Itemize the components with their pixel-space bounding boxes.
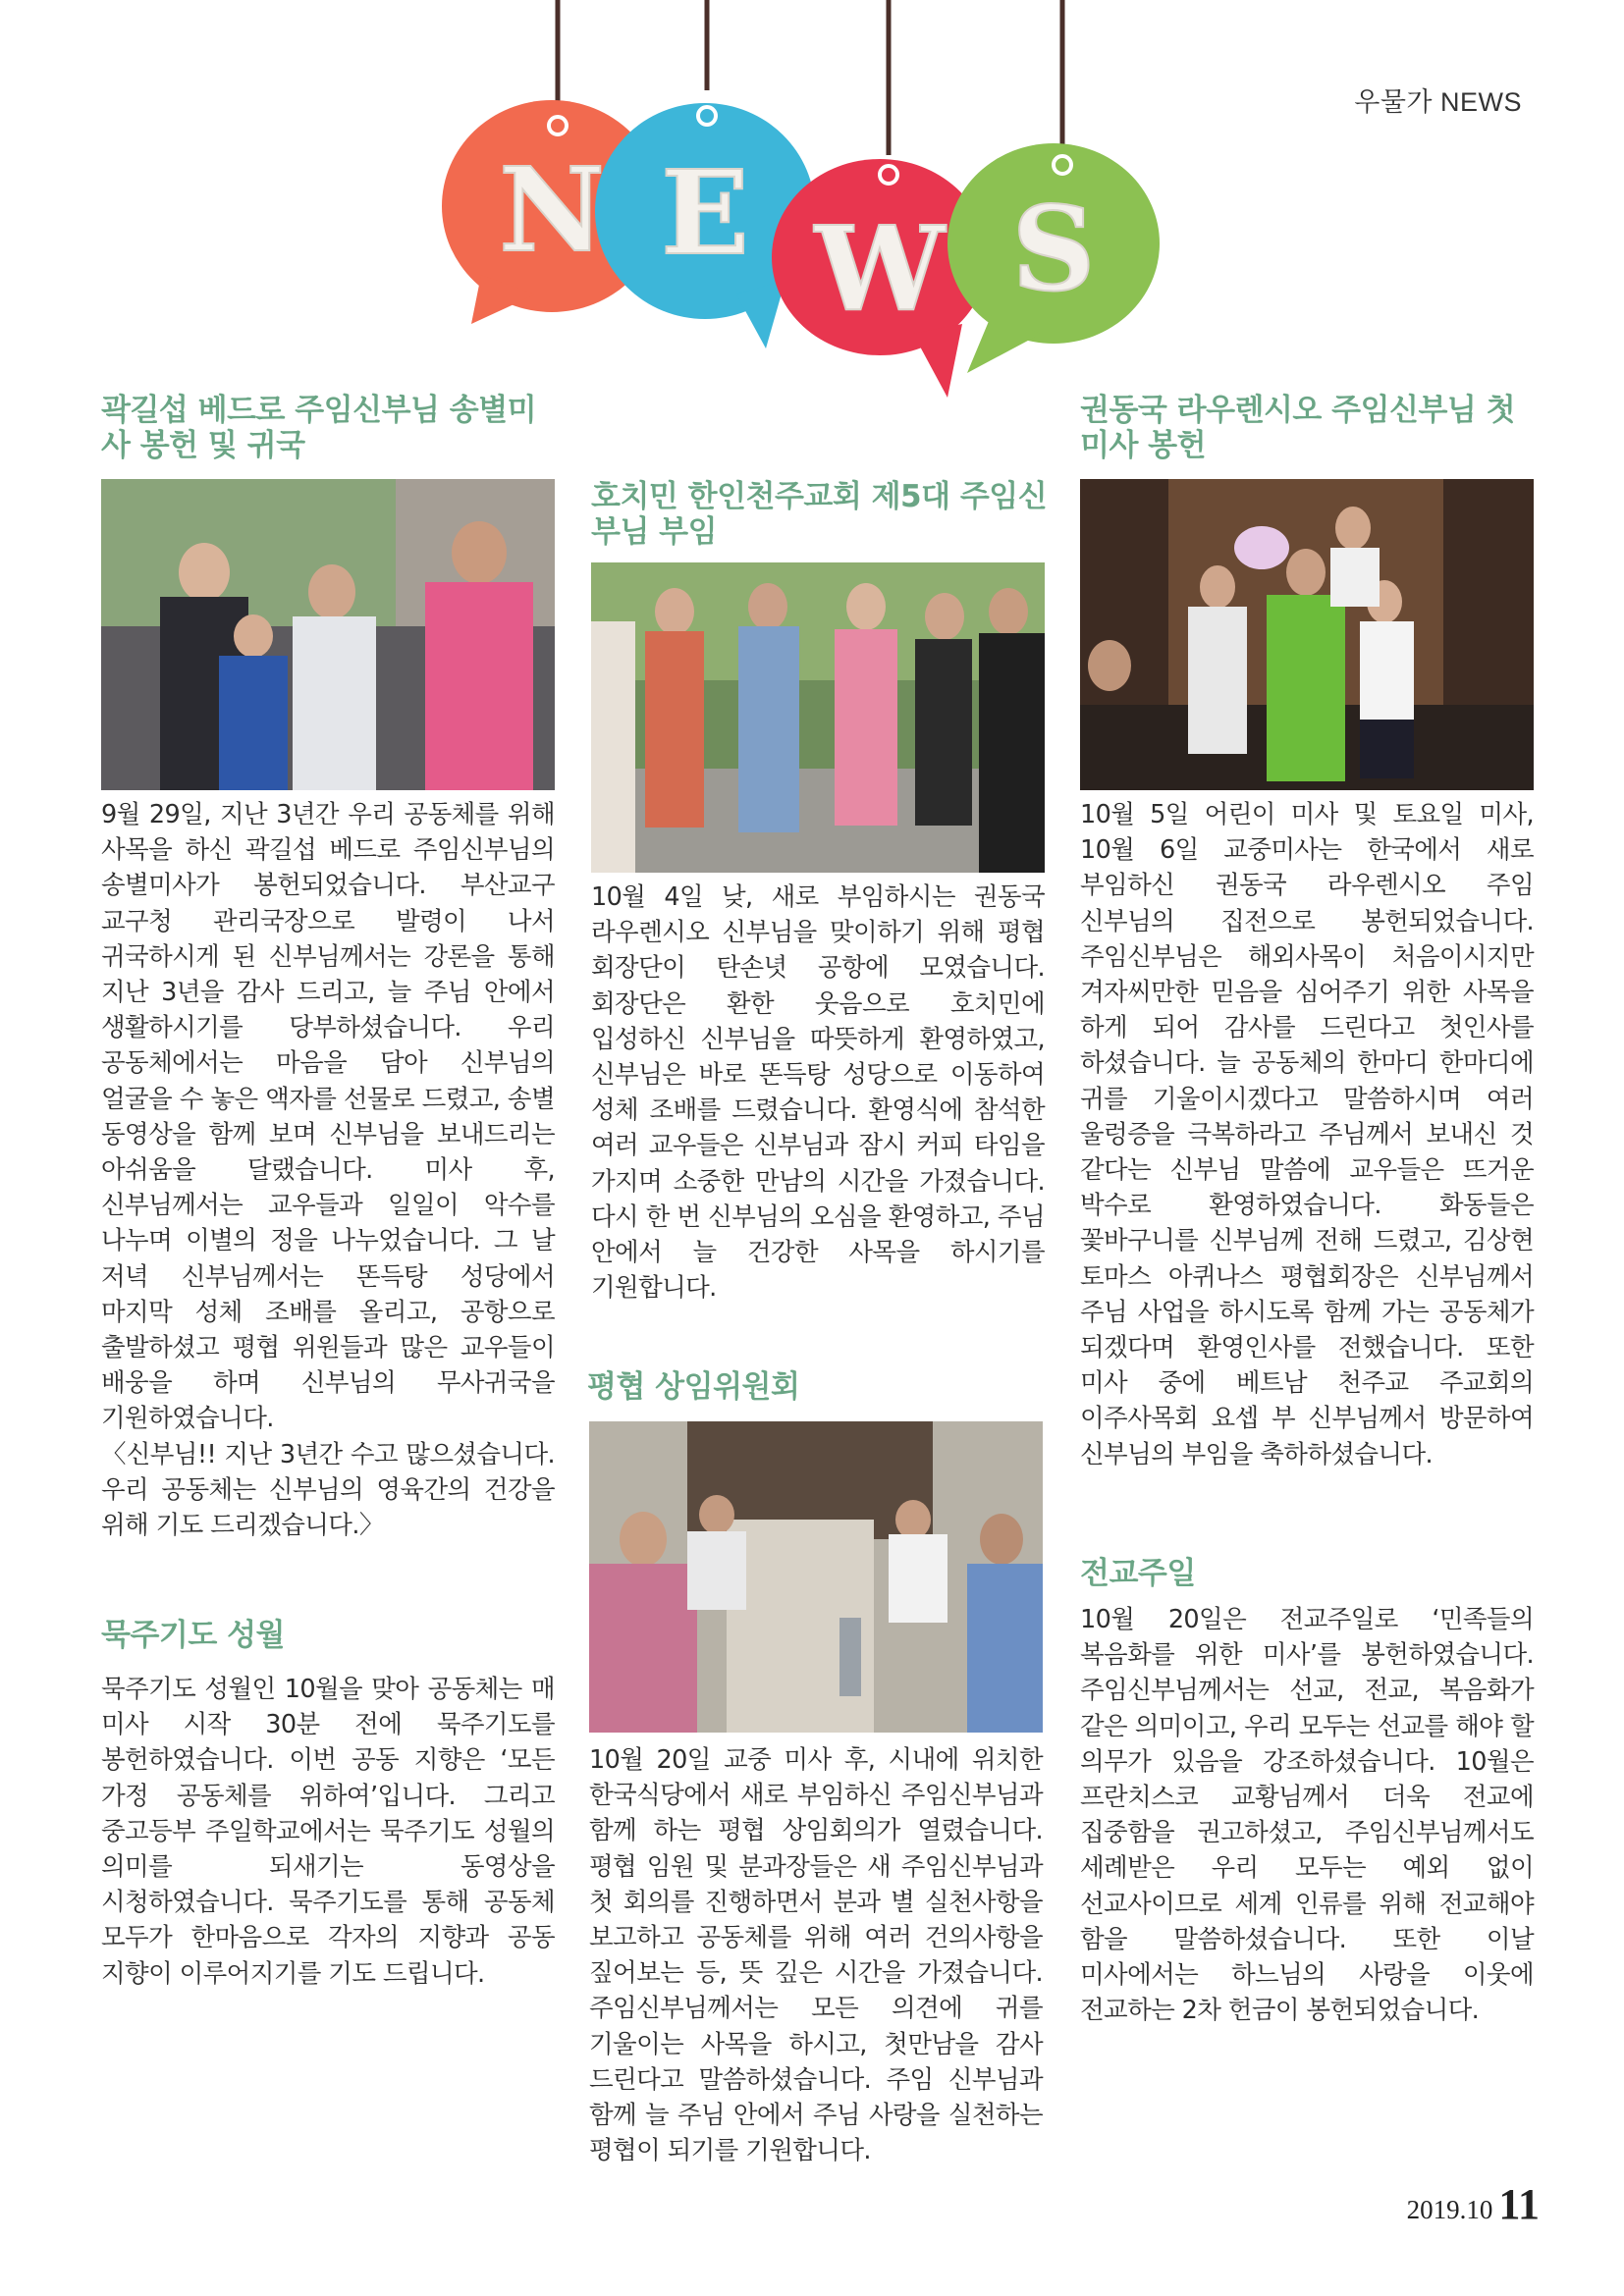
logo-letter-e: E <box>661 144 749 281</box>
page-footer <box>1407 2179 1540 2229</box>
article-title-new-pastor: 호치민 한인천주교회 제5대 주임신부님 부임 <box>591 479 1048 550</box>
article-title-council-meeting: 평협 상임위원회 <box>587 1369 800 1405</box>
news-logo <box>442 0 1188 402</box>
article-title-rosary-month: 묵주기도 성월 <box>101 1618 285 1653</box>
article-closing-farewell-mass: 〈신부님!! 지난 3년간 수고 많으셨습니다. 우리 공동체는 신부님의 영육간의 건강을 위해 기도 드리겠습니다.〉 <box>101 1439 555 1541</box>
article-body-farewell-mass-text: 9월 29일, 지난 3년간 우리 공동체를 위해 사목을 하신 곽길섭 베드로 주임신부님의 송별미사가 봉헌되었습니다. 부산교구 교구청 관리국장으로 발령이 나서 귀국하시게 된 신부님께서는 강론을 통해 지난 3년을 감사 드리고, 늘 주님 안에서 생활하시기를 당부하셨습니다. 우리 공동체에서는 마음을 담아 신부님의 얼굴을 수 놓은 액자를 선물로 드렸고, 송별 동영상을 함께 보며 신부님을 보내드리는 아쉬움을 달랬습니다. 미사 후, 신부님께서는 교우들과 일일이 악수를 나누며 이별의 정을 나누었습니다. 그 날 저녁 신부님께서는 똔득탕 성당에서 마지막 성체 조배를 올리고, 공항으로 출발하셨고 평협 위원들과 많은 교우들이 배웅을 하며 신부님의 무사귀국을 기원하였습니다. <box>101 800 555 1434</box>
article-title-farewell-mass: 곽길섭 베드로 주임신부님 송별미사 봉헌 및 귀국 <box>101 393 537 463</box>
section-label: 우물가 NEWS <box>1354 87 1522 117</box>
article-body-first-mass: 10월 5일 어린이 미사 및 토요일 미사, 10월 6일 교중미사는 한국에서 새로 부임하신 권동국 라우렌시오 주임 신부님의 집전으로 봉헌되었습니다. 주임신부님은 해외사목이 처음이시지만 겨자씨만한 믿음을 심어주기 위한 사목을 하게 되어 감사를 드린다고 첫인사를 하셨습니다. 늘 공동체의 한마디 한마디에 귀를 기울이시겠다고 말씀하시며 여러 울렁증을 극복하라고 주님께서 보내신 것 같다는 신부님 말씀에 교우들은 뜨거운 박수로 환영하였습니다. 화동들은 꽃바구니를 신부님께 전해 드렸고, 김상현 토마스 아퀴나스 평협회장은 신부님께서 주님 사업을 하시도록 함께 가는 공동체가 되겠다며 환영인사를 전했습니다. 또한 미사 중에 베트남 천주교 주교회의 이주사목회 요셉 부 신부님께서 방문하여 신부님의 부임을 축하하셨습니다. <box>1080 800 1534 1469</box>
logo-letter-s: S <box>1011 181 1096 317</box>
photo-first-mass <box>1080 479 1534 790</box>
article-title-first-mass: 권동국 라우렌시오 주임신부님 첫 미사 봉헌 <box>1080 393 1516 463</box>
logo-letter-n: N <box>499 141 605 278</box>
photo-council-meeting <box>589 1421 1043 1733</box>
issue-date: 2019.10 <box>1406 2195 1493 2224</box>
photo-farewell-mass <box>101 479 555 790</box>
article-body-mission-sunday: 10월 20일은 전교주일로 ‘민족들의 복음화를 위한 미사’를 봉헌하였습니다. 주임신부님께서는 선교, 전교, 복음화가 같은 의미이고, 우리 모두는 선교를 해야 할 의무가 있음을 강조하셨습니다. 10월은 프란치스코 교황님께서 더욱 전교에 집중함을 권고하셨고, 주임신부님께서도 세례받은 우리 모두는 예외 없이 선교사이므로 세계 인류를 위해 전교해야 함을 말씀하셨습니다. 또한 이날 미사에서는 하느님의 사랑을 이웃에 전교하는 2차 헌금이 봉헌되었습니다. <box>1080 1605 1534 2026</box>
article-body-farewell-mass <box>101 797 555 1543</box>
logo-letter-w: W <box>814 200 946 337</box>
article-title-mission-sunday: 전교주일 <box>1080 1556 1196 1591</box>
article-body-new-pastor: 10월 4일 낮, 새로 부임하시는 권동국 라우렌시오 신부님을 맞이하기 위해 평협 회장단이 탄손녓 공항에 모였습니다. 회장단은 환한 웃음으로 호치민에 입성하신 신부님을 따뜻하게 환영하였고, 신부님은 바로 똔득탕 성당으로 이동하여 성체 조배를 드렸습니다. 환영식에 참석한 여러 교우들은 신부님과 잠시 커피 타임을 가지며 소중한 만남의 시간을 가졌습니다. 다시 한 번 신부님의 오심을 환영하고, 주님 안에서 늘 건강한 사목을 하시기를 기원합니다. <box>591 882 1045 1304</box>
article-body-council-meeting: 10월 20일 교중 미사 후, 시내에 위치한 한국식당에서 새로 부임하신 주임신부님과 함께 하는 평협 상임회의가 열렸습니다. 평협 임원 및 분과장들은 새 주임신부님과 첫 회의를 진행하면서 분과 별 실천사항을 보고하고 공동체를 위해 여러 건의사항을 짚어보는 등, 뜻 깊은 시간을 가졌습니다. 주임신부님께서는 모든 의견에 귀를 기울이는 사목을 하시고, 첫만남을 감사 드린다고 말씀하셨습니다. 주임 신부님과 함께 늘 주님 안에서 주님 사랑을 실천하는 평협이 되기를 기원합니다. <box>589 1745 1043 2166</box>
page-number: 11 <box>1498 2180 1540 2228</box>
photo-new-pastor-airport <box>591 562 1045 873</box>
article-body-rosary-month: 묵주기도 성월인 10월을 맞아 공동체는 매 미사 시작 30분 전에 묵주기도를 봉헌하였습니다. 이번 공동 지향은 ‘모든 가정 공동체를 위하여’입니다. 그리고 중고등부 주일학교에서는 묵주기도 성월의 의미를 되새기는 동영상을 시청하였습니다. 묵주기도를 통해 공동체 모두가 한마음으로 각자의 지향과 공동 지향이 이루어지기를 기도 드립니다. <box>101 1675 555 1989</box>
